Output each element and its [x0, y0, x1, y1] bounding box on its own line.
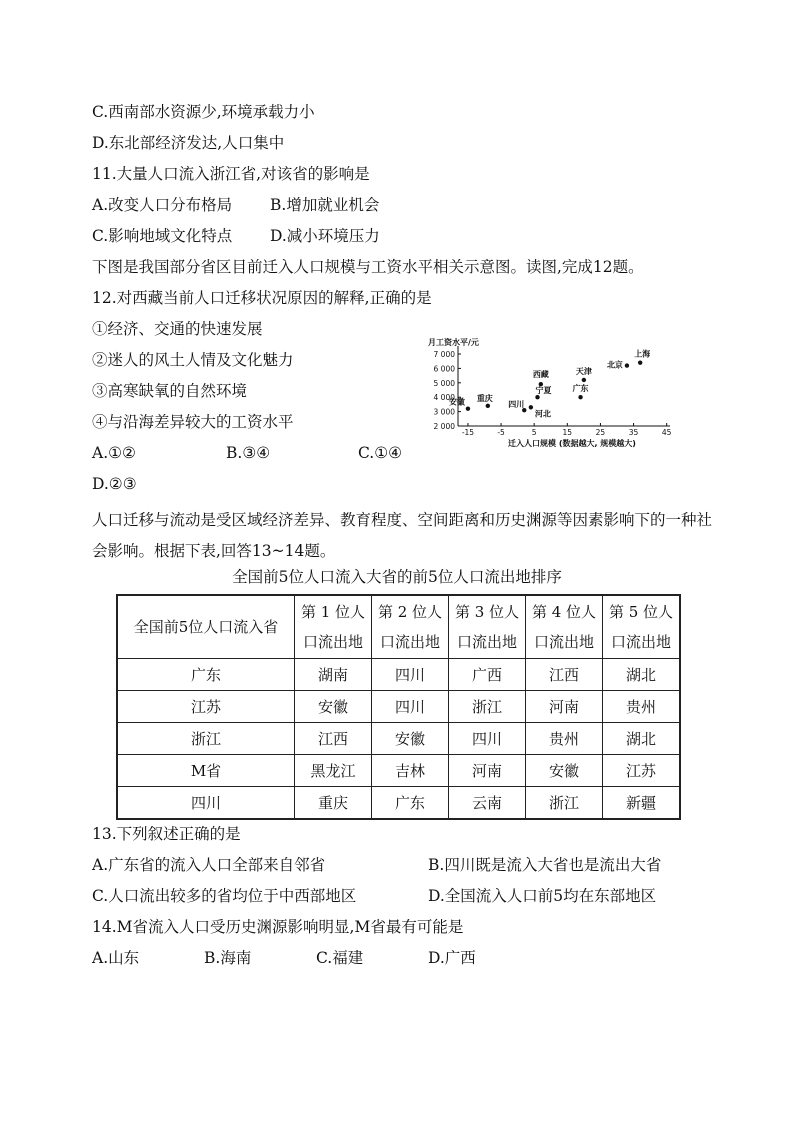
table-cell: 重庆 [295, 787, 372, 820]
y-tick-label: 5 000 [433, 378, 455, 388]
table-cell: 浙江 [526, 787, 603, 820]
data-point-label: 上海 [634, 349, 651, 359]
data-point [529, 405, 533, 409]
table-cell: 江苏 [603, 755, 681, 787]
table-row [117, 787, 680, 820]
table-cell: 广西 [449, 659, 526, 691]
q14-stem: 14.M省流入人口受历史渊源影响明显,M省最有可能是 [92, 918, 464, 936]
table-header-row [117, 595, 680, 659]
table-header-cell: 全国前5位人口流入省 [117, 595, 295, 659]
y-tick-label: 6 000 [433, 364, 455, 374]
data-point-label: 天津 [575, 366, 592, 376]
q11-stem: 11.大量人口流入浙江省,对该省的影响是 [92, 165, 370, 183]
q12-statement-4: ④与沿海差异较大的工资水平 [92, 413, 294, 431]
y-tick-label: 7 000 [433, 350, 455, 359]
table-cell: 吉林 [372, 755, 449, 787]
q13-option-b: B.四川既是流入大省也是流出大省 [428, 856, 662, 874]
q11-option-c: C.影响地域文化特点 [92, 227, 233, 245]
table-cell: 浙江 [117, 723, 295, 755]
y-axis-label: 月工资水平/元 [428, 338, 479, 347]
q10-option-c: C.西南部水资源少,环境承载力小 [92, 103, 315, 121]
table-cell: 湖北 [603, 659, 681, 691]
data-point-label: 北京 [606, 360, 623, 370]
data-point-label: 广东 [572, 384, 589, 394]
table-cell: 湖南 [295, 659, 372, 691]
table-cell: 四川 [372, 691, 449, 723]
table-cell: 安徽 [295, 691, 372, 723]
table-cell: 云南 [449, 787, 526, 820]
data-point [638, 360, 642, 364]
q12-option-d: D.②③ [92, 475, 137, 493]
x-tick-label: -5 [497, 428, 505, 437]
y-tick-label: 3 000 [433, 407, 455, 417]
q12-stem: 12.对西藏当前人口迁移状况原因的解释,正确的是 [92, 289, 432, 307]
table-row [117, 691, 680, 723]
x-tick-label: 35 [628, 428, 639, 437]
table-cell: 江西 [295, 723, 372, 755]
q13-stem: 13.下列叙述正确的是 [92, 825, 241, 843]
wage-migration-scatter-chart [420, 334, 690, 452]
table-cell: 江西 [526, 659, 603, 691]
q12-option-b: B.③④ [226, 444, 271, 462]
x-tick-label: 45 [661, 428, 672, 437]
q12-option-c: C.①④ [358, 444, 403, 462]
table-cell: 广东 [372, 787, 449, 820]
data-point [625, 363, 629, 367]
q11-option-d: D.减小环境压力 [270, 227, 380, 245]
table-cell: 四川 [372, 659, 449, 691]
x-tick-label: -15 [461, 428, 475, 437]
q14-option-b: B.海南 [204, 949, 252, 967]
data-point-label: 重庆 [476, 393, 493, 403]
table-row [117, 723, 680, 755]
y-tick-label: 4 000 [433, 393, 455, 403]
data-point-label: 河北 [534, 409, 551, 419]
q12-intro: 下图是我国部分省区目前迁入人口规模与工资水平相关示意图。读图,完成12题。 [92, 258, 644, 276]
q12-option-a: A.①② [92, 444, 136, 462]
table-cell: 四川 [117, 787, 295, 820]
table-cell: 贵州 [526, 723, 603, 755]
table-cell: 安徽 [526, 755, 603, 787]
table-cell: 新疆 [603, 787, 681, 820]
q14-option-a: A.山东 [92, 949, 140, 967]
table-cell: M省 [117, 755, 295, 787]
data-point-label: 四川 [508, 400, 525, 410]
q14-option-d: D.广西 [428, 949, 476, 967]
q11-option-b: B.增加就业机会 [270, 196, 380, 214]
q12-statement-2: ②迷人的风土人情及文化魅力 [92, 351, 294, 369]
table-header-cell: 第 1 位人口流出地 [295, 595, 372, 659]
data-point [535, 395, 539, 399]
x-tick-label: 5 [531, 428, 537, 437]
x-tick-label: 25 [595, 428, 606, 437]
x-axis-label: 迁入人口规模 (数据越大, 规模越大) [508, 439, 636, 448]
table-cell: 贵州 [603, 691, 681, 723]
y-tick-label: 2 000 [433, 422, 455, 431]
table-cell: 广东 [117, 659, 295, 691]
x-tick-label: 15 [562, 428, 573, 437]
table-row [117, 659, 680, 691]
q12-statement-1: ①经济、交通的快速发展 [92, 320, 263, 338]
data-point-label: 宁夏 [535, 386, 552, 396]
table-cell: 黑龙江 [295, 755, 372, 787]
q13-option-c: C.人口流出较多的省均位于中西部地区 [92, 887, 357, 905]
table-cell: 江苏 [117, 691, 295, 723]
table-header-cell: 第 5 位人口流出地 [603, 595, 681, 659]
q12-statement-3: ③高寒缺氧的自然环境 [92, 382, 248, 400]
data-point [486, 404, 490, 408]
table-cell: 四川 [449, 723, 526, 755]
table-row [117, 755, 680, 787]
q13-option-a: A.广东省的流入人口全部来自邻省 [92, 856, 326, 874]
table-cell: 河南 [449, 755, 526, 787]
table-cell: 安徽 [372, 723, 449, 755]
data-point [582, 378, 586, 382]
data-point-label: 安徽 [448, 397, 465, 407]
table-cell: 河南 [526, 691, 603, 723]
population-flow-table [116, 594, 681, 820]
data-point-label: 西藏 [532, 370, 549, 380]
data-point [578, 395, 582, 399]
q13-option-d: D.全国流入人口前5均在东部地区 [428, 887, 657, 905]
q11-option-a: A.改变人口分布格局 [92, 196, 233, 214]
table-cell: 湖北 [603, 723, 681, 755]
table-header-cell: 第 2 位人口流出地 [372, 595, 449, 659]
q14-option-c: C.福建 [316, 949, 364, 967]
data-point [466, 407, 470, 411]
table-cell: 浙江 [449, 691, 526, 723]
q10-option-d: D.东北部经济发达,人口集中 [92, 134, 285, 152]
q13-intro: 人口迁移与流动是受区域经济差异、教育程度、空间距离和历史渊源等因素影响下的一种社会影响。根据下表,回答13~14题。 [92, 511, 713, 560]
data-point [539, 382, 543, 386]
table-header-cell: 第 3 位人口流出地 [449, 595, 526, 659]
table-title: 全国前5位人口流入大省的前5位人口流出地排序 [232, 568, 562, 586]
table-header-cell: 第 4 位人口流出地 [526, 595, 603, 659]
